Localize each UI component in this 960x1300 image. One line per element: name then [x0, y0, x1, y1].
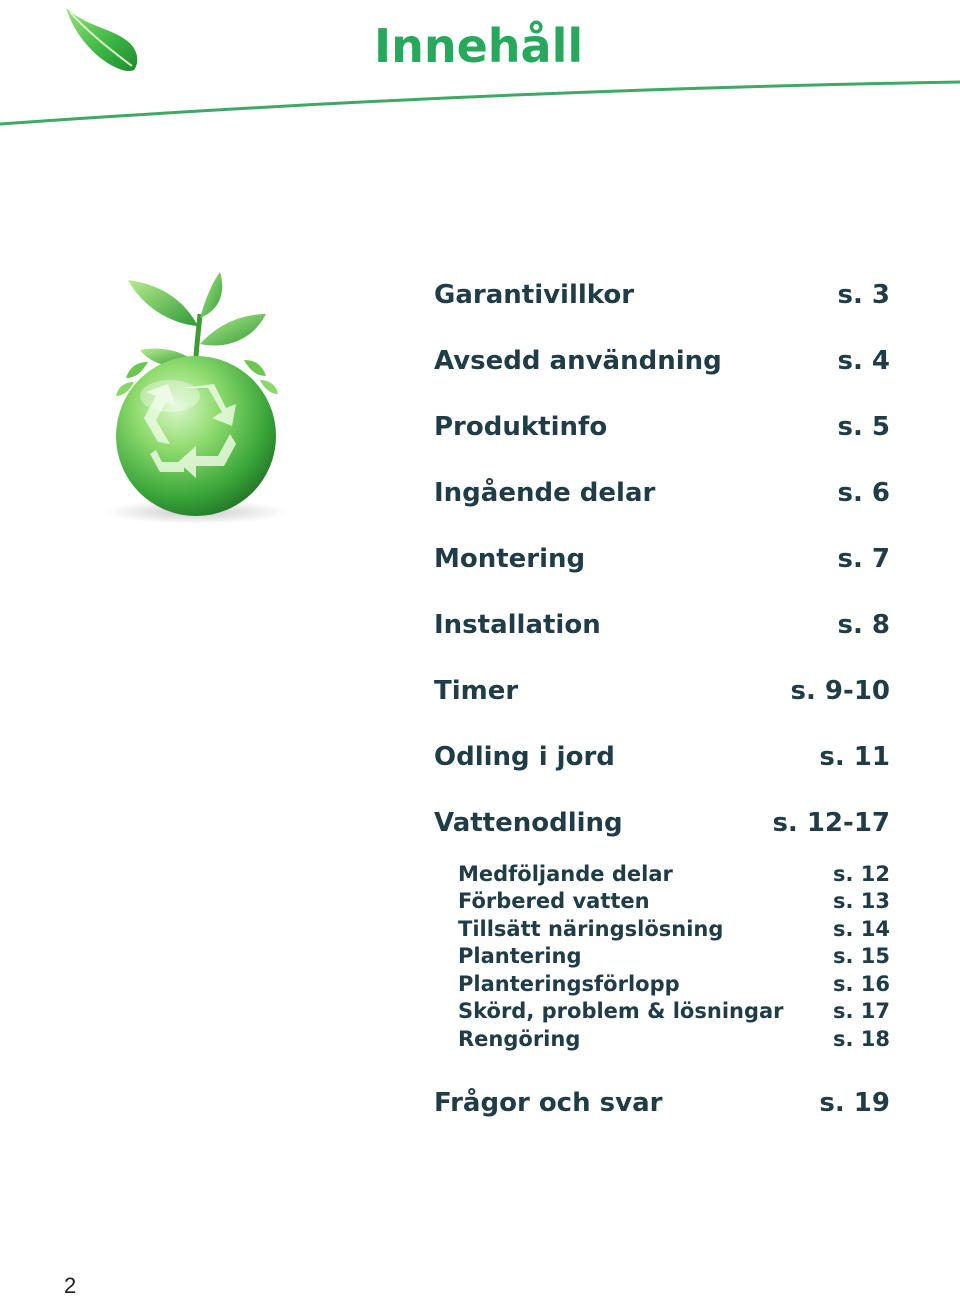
toc-entry-installation — [434, 592, 890, 658]
toc-subentry-page: s. 17 — [832, 999, 890, 1024]
toc-entry-page: s. 7 — [837, 544, 890, 574]
toc-subentry-page: s. 13 — [832, 889, 890, 914]
toc-subentry — [458, 915, 890, 943]
toc-subentry — [458, 888, 890, 916]
recycle-globe-illustration — [96, 266, 306, 526]
toc-subentry-label: Plantering — [458, 944, 582, 969]
toc-entry-label: Frågor och svar — [434, 1088, 663, 1118]
toc-subentry — [458, 1025, 890, 1053]
toc-entry-label: Garantivillkor — [434, 280, 635, 310]
toc-entry-page: s. 9-10 — [790, 676, 890, 706]
toc-entry-page: s. 8 — [837, 610, 890, 640]
toc-entry-label: Avsedd användning — [434, 346, 722, 376]
toc-subentry-label: Rengöring — [458, 1026, 581, 1051]
toc-subentry-page: s. 15 — [832, 944, 890, 969]
toc-subentry-label: Förbered vatten — [458, 889, 650, 914]
toc-entry-timer — [434, 658, 890, 724]
toc-subentry-label: Medföljande delar — [458, 861, 673, 886]
toc-entry-fragor-och-svar — [434, 1070, 890, 1136]
toc-subentry — [458, 998, 890, 1026]
toc-entry-label: Installation — [434, 610, 601, 640]
toc-subentry-page: s. 14 — [832, 916, 890, 941]
header-divider — [0, 76, 960, 128]
toc-entry-page: s. 11 — [819, 742, 890, 772]
toc-subentry-page: s. 12 — [832, 861, 890, 886]
toc-subentry-label: Tillsätt näringslösning — [458, 916, 724, 941]
toc-subentry — [458, 943, 890, 971]
toc-entry-odling-i-jord — [434, 724, 890, 790]
toc-subentry-page: s. 18 — [832, 1026, 890, 1051]
toc-entry-page: s. 5 — [837, 412, 890, 442]
toc-entry-page: s. 3 — [837, 280, 890, 310]
toc-entry-produktinfo — [434, 394, 890, 460]
toc-entry-garantivillkor — [434, 262, 890, 328]
toc-entry-label: Produktinfo — [434, 412, 608, 442]
toc-entry-page: s. 12-17 — [772, 808, 890, 838]
toc-subentry-label: Skörd, problem & lösningar — [458, 999, 784, 1024]
toc-entry-label: Vattenodling — [434, 808, 623, 838]
toc-entry-page: s. 6 — [837, 478, 890, 508]
toc-entry-vattenodling — [434, 790, 890, 856]
toc-subentry-page: s. 16 — [832, 971, 890, 996]
toc-entry-label: Ingående delar — [434, 478, 656, 508]
toc-entry-label: Odling i jord — [434, 742, 615, 772]
page-title: Innehåll — [374, 19, 584, 73]
toc-subentry — [458, 970, 890, 998]
toc-entry-label: Montering — [434, 544, 586, 574]
toc-entry-page: s. 19 — [819, 1088, 890, 1118]
toc-subsection-vattenodling — [458, 860, 890, 1053]
leaf-icon — [60, 4, 142, 76]
toc-entry-montering — [434, 526, 890, 592]
toc-entry-label: Timer — [434, 676, 519, 706]
toc-subentry-label: Planteringsförlopp — [458, 971, 680, 996]
toc-entry-ingaende-delar — [434, 460, 890, 526]
toc-subentry — [458, 860, 890, 888]
toc-entry-avsedd-anvandning — [434, 328, 890, 394]
toc-entry-page: s. 4 — [837, 346, 890, 376]
table-of-contents — [434, 262, 890, 856]
toc-entry — [434, 1070, 890, 1136]
page-number: 2 — [64, 1273, 77, 1298]
